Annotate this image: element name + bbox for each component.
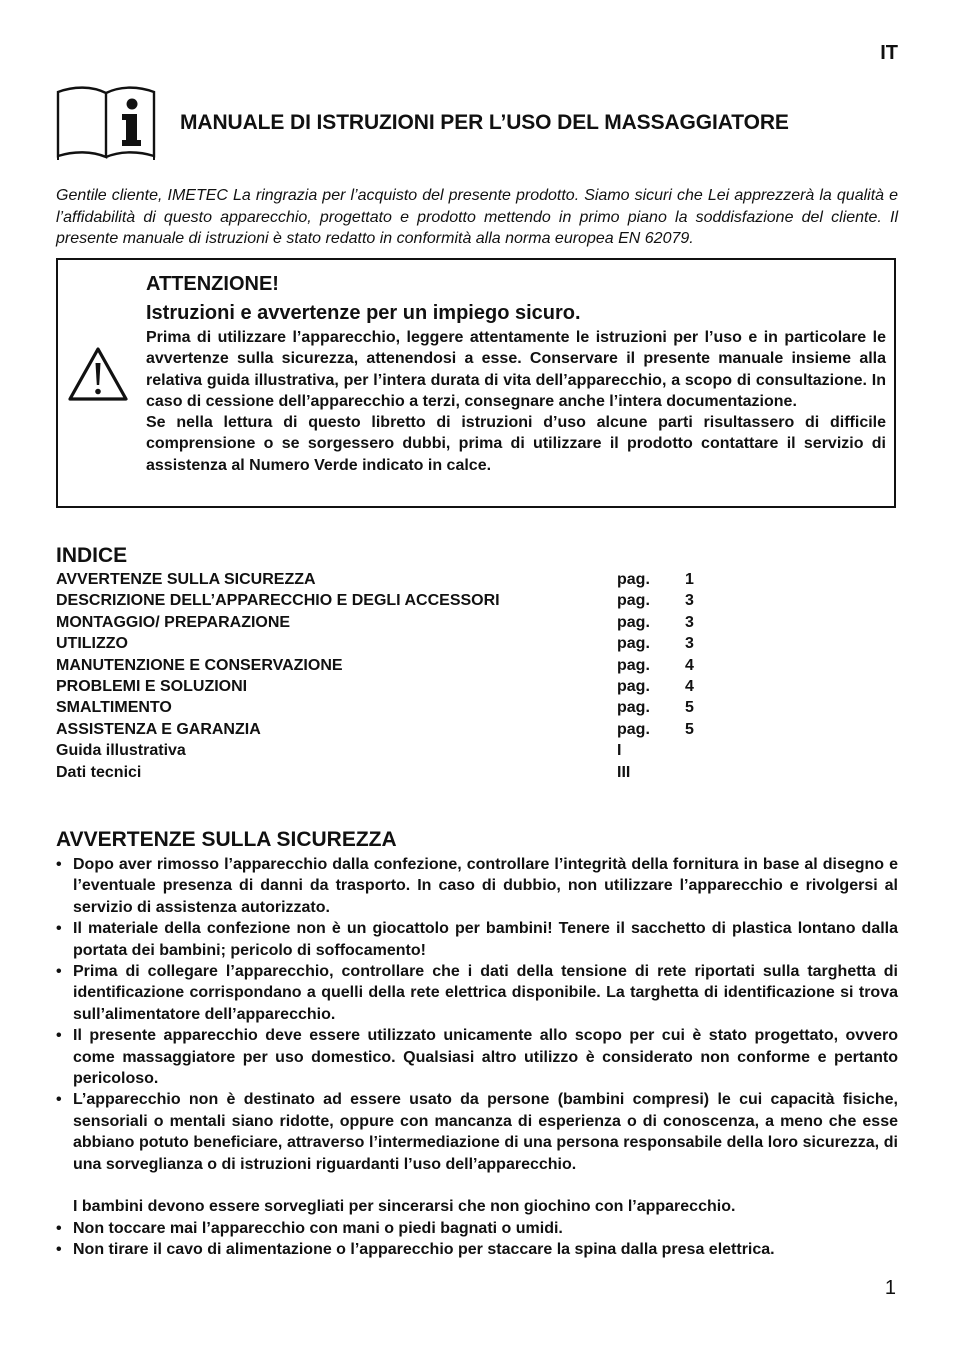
bullet-icon: • xyxy=(56,1241,62,1259)
manual-title: MANUALE DI ISTRUZIONI PER L’USO DEL MASSAGGIATORE xyxy=(180,111,789,134)
safety-item xyxy=(56,961,898,1025)
index-entry-page-number: 1 xyxy=(685,571,694,588)
warning-paragraph: Prima di utilizzare l’apparecchio, leggere attentamente le istruzioni per l’uso e in particolare le avvertenze sulla sicurezza, attenendosi a esse. Conservare il presente manuale insieme alla relativa guida illustrativa, per l’intera durata di vita dell’apparecchio, a scopo di consultazione. In caso di cessione dell’apparecchio a terzi, consegnare anche l’intera documentazione. xyxy=(146,329,886,410)
safety-bullet-list xyxy=(56,854,898,1261)
bullet-icon: • xyxy=(56,920,62,938)
index-entry-label: SMALTIMENTO xyxy=(56,699,172,717)
index-entry-page-number: 4 xyxy=(685,656,694,674)
index-row xyxy=(56,719,716,740)
index-entry-page-prefix: pag. xyxy=(617,677,650,695)
index-entry-page-prefix: pag. xyxy=(617,656,650,674)
index-list xyxy=(56,569,716,783)
safety-item xyxy=(56,1025,898,1089)
index-row xyxy=(56,633,716,654)
warning-triangle-icon xyxy=(66,345,130,403)
safety-item-text: Non tirare il cavo di alimentazione o l’apparecchio per staccare la spina dalla presa elettrica. xyxy=(73,1241,775,1259)
index-entry-page-prefix: pag. xyxy=(617,720,650,738)
index-entry-label: PROBLEMI E SOLUZIONI xyxy=(56,677,248,695)
index-entry-page-number: 3 xyxy=(685,592,694,610)
warning-paragraph: Se nella lettura di questo libretto di istruzioni d’uso alcune parti risultassero di difficile comprensione o se sorgessero dubbi, prima di utilizzare il prodotto contattare il servizio di assistenza al Numero Verde indicato in calce. xyxy=(146,414,886,474)
open-book-info-icon xyxy=(56,84,158,160)
language-code: IT xyxy=(880,42,898,64)
warning-title: ATTENZIONE! xyxy=(146,273,279,295)
index-row xyxy=(56,590,716,611)
safety-item-text: I bambini devono essere sorvegliati per sincerarsi che non giochino con l’apparecchio. xyxy=(73,1198,736,1216)
index-entry-page-number: 5 xyxy=(685,699,694,717)
index-entry-page-prefix: pag. xyxy=(617,635,650,653)
safety-item xyxy=(56,1218,898,1239)
page-number: 1 xyxy=(884,1277,896,1299)
index-row xyxy=(56,676,716,697)
safety-item-text: Non toccare mai l’apparecchio con mani o piedi bagnati o umidi. xyxy=(73,1219,563,1237)
index-row xyxy=(56,762,716,783)
index-entry-label: MONTAGGIO/ PREPARAZIONE xyxy=(56,613,291,631)
index-entry-page-number: 3 xyxy=(685,635,694,653)
index-entry-page-prefix: pag. xyxy=(617,592,650,610)
index-entry-page-prefix: I xyxy=(617,742,622,760)
index-entry-page-prefix: pag. xyxy=(617,613,650,631)
safety-item xyxy=(56,1196,898,1217)
index-entry-page-number: 5 xyxy=(685,720,694,738)
index-entry-label: AVVERTENZE SULLA SICUREZZA xyxy=(56,571,316,588)
index-row xyxy=(56,655,716,676)
index-entry-page-prefix: III xyxy=(617,763,631,781)
warning-subtitle: Istruzioni e avvertenze per un impiego sicuro. xyxy=(146,302,581,324)
index-row xyxy=(56,569,716,590)
safety-item xyxy=(56,854,898,918)
safety-item xyxy=(56,1089,898,1175)
index-row xyxy=(56,612,716,633)
bullet-icon: • xyxy=(56,1091,62,1109)
safety-item-text: Prima di collegare l’apparecchio, controllare che i dati della tensione di rete riportati sulla targhetta di identificazione corrispondano a quelli della rete elettrica disponibile. La targhetta di identificazione si trova sull’alimentatore dell’apparecchio. xyxy=(73,963,898,1023)
index-entry-label: DESCRIZIONE DELL’APPARECCHIO E DEGLI ACCESSORI xyxy=(56,592,500,610)
index-entry-label: UTILIZZO xyxy=(56,635,128,653)
index-entry-page-number: 4 xyxy=(685,677,694,695)
safety-item xyxy=(56,1239,898,1260)
bullet-icon: • xyxy=(56,856,62,873)
bullet-icon: • xyxy=(56,963,62,981)
safety-item-text: Il materiale della confezione non è un giocattolo per bambini! Tenere il sacchetto di plastica lontano dalla portata dei bambini; pericolo di soffocamento! xyxy=(73,920,898,959)
bullet-icon: • xyxy=(56,1219,62,1237)
safety-item xyxy=(56,918,898,961)
list-spacer xyxy=(56,1175,898,1196)
index-row xyxy=(56,740,716,761)
safety-item-text: L’apparecchio non è destinato ad essere usato da persone (bambini compresi) le cui capacità fisiche, sensoriali o mentali siano ridotte, oppure con mancanza di esperienza o di conoscenza, a meno che esse abbiano potuto beneficiare, attraverso l’intermediazione di una persona responsabile della loro sicurezza, di una sorveglianza o di istruzioni riguardanti l’uso dell’apparecchio. xyxy=(73,1091,898,1173)
index-entry-label: Guida illustrativa xyxy=(56,742,186,760)
safety-item-text: Il presente apparecchio deve essere utilizzato unicamente allo scopo per cui è stato progettato, ovvero come massaggiatore per uso domestico. Qualsiasi altro utilizzo è considerato non conforme e pertanto pericoloso. xyxy=(73,1027,898,1088)
index-entry-label: Dati tecnici xyxy=(56,763,142,781)
safety-section-title: AVVERTENZE SULLA SICUREZZA xyxy=(56,828,397,851)
bullet-icon: • xyxy=(56,1027,62,1045)
index-row xyxy=(56,697,716,718)
intro-paragraph: Gentile cliente, IMETEC La ringrazia per l’acquisto del presente prodotto. Siamo sicuri che Lei apprezzerà la qualità e l’affidabilità di questo apparecchio, progettato e prodotto mettendo in primo piano la soddisfazione del cliente. Il presente manuale di istruzioni è stato redatto in conformità alla norma europea EN 62079. xyxy=(56,187,898,247)
safety-item-text: Dopo aver rimosso l’apparecchio dalla confezione, controllare l’integrità della fornitura in base al disegno e l’eventuale presenza di danni da trasporto. In caso di dubbio, non utilizzare l’apparecchio e rivolgersi al servizio di assistenza autorizzato. xyxy=(73,856,898,916)
warning-text xyxy=(146,327,886,476)
index-title: INDICE xyxy=(56,544,128,567)
index-entry-label: MANUTENZIONE E CONSERVAZIONE xyxy=(56,656,343,674)
index-entry-page-number: 3 xyxy=(685,613,694,631)
index-entry-page-prefix: pag. xyxy=(617,699,650,717)
index-entry-label: ASSISTENZA E GARANZIA xyxy=(56,720,261,738)
index-entry-page-prefix: pag. xyxy=(617,571,650,588)
